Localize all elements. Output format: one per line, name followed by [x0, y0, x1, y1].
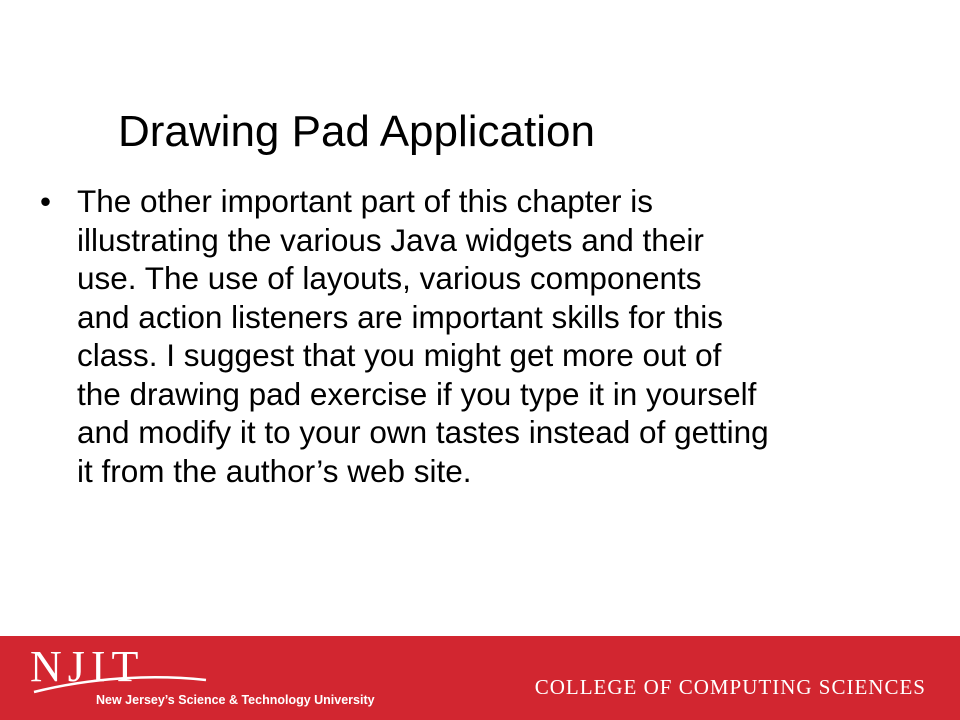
njit-logo — [30, 642, 375, 714]
footer-band — [0, 636, 960, 720]
bullet-line: use. The use of layouts, various components — [77, 260, 702, 296]
bullet-item — [40, 182, 902, 490]
logo-tagline: New Jersey’s Science & Technology University — [96, 693, 375, 707]
bullet-list — [40, 182, 902, 490]
bullet-line: illustrating the various Java widgets and their — [77, 221, 704, 258]
bullet-marker: • — [40, 183, 52, 219]
college-name: COLLEGE OF COMPUTING SCIENCES — [534, 675, 926, 699]
bullet-line: the drawing pad exercise if you type it in yourself — [77, 375, 757, 412]
slide-title: Drawing Pad Application — [118, 107, 595, 156]
bullet-line: it from the author’s web site. — [77, 452, 472, 489]
bullet-line: class. I suggest that you might get more out of — [77, 337, 722, 373]
bullet-line: and modify it to your own tastes instead of getting — [77, 414, 769, 450]
logo-wordmark: NJIT — [30, 642, 145, 691]
bullet-line: The other important part of this chapter is — [77, 183, 654, 219]
bullet-line: and action listeners are important skills for this — [77, 298, 724, 335]
